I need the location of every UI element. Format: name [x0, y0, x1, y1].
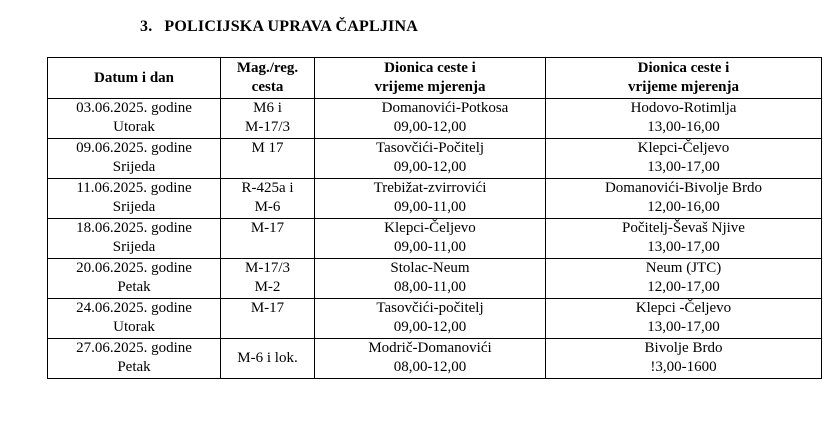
table-row: [48, 339, 822, 379]
table-row: [48, 179, 822, 219]
cell-section-1: Modrič-Domanovići 08,00-12,00: [315, 339, 546, 379]
section-title: POLICIJSKA UPRAVA ČAPLJINA: [164, 18, 418, 35]
cell-date: 11.06.2025. godine Srijeda: [48, 179, 221, 219]
header-section-2: Dionica ceste i vrijeme mjerenja: [546, 58, 822, 99]
cell-date: 18.06.2025. godine Srijeda: [48, 219, 221, 259]
table-row: [48, 259, 822, 299]
cell-date: 27.06.2025. godine Petak: [48, 339, 221, 379]
cell-date: 20.06.2025. godine Petak: [48, 259, 221, 299]
cell-section-2: Klepci -Čeljevo 13,00-17,00: [546, 299, 822, 339]
cell-road: M-17: [221, 299, 315, 339]
table-row: [48, 139, 822, 179]
cell-section-1: Tasovčići-Počitelj 09,00-12,00: [315, 139, 546, 179]
cell-date: 24.06.2025. godine Utorak: [48, 299, 221, 339]
cell-section-1: Stolac-Neum 08,00-11,00: [315, 259, 546, 299]
cell-road: M6 i M-17/3: [221, 99, 315, 139]
header-road: Mag./reg. cesta: [221, 58, 315, 99]
header-section-1: Dionica ceste i vrijeme mjerenja: [315, 58, 546, 99]
section-heading: [140, 18, 418, 36]
cell-section-2: Klepci-Čeljevo 13,00-17,00: [546, 139, 822, 179]
cell-section-2: Počitelj-Ševaš Njive 13,00-17,00: [546, 219, 822, 259]
table-row: [48, 219, 822, 259]
cell-road: M-17: [221, 219, 315, 259]
table-header-row: [48, 58, 822, 99]
section-number: 3.: [140, 18, 153, 35]
cell-date: 09.06.2025. godine Srijeda: [48, 139, 221, 179]
cell-road: M-6 i lok.: [221, 339, 315, 379]
cell-section-1: Klepci-Čeljevo 09,00-11,00: [315, 219, 546, 259]
header-date: Datum i dan: [48, 58, 221, 99]
table-row: [48, 99, 822, 139]
cell-date: 03.06.2025. godine Utorak: [48, 99, 221, 139]
cell-road: R-425a i M-6: [221, 179, 315, 219]
cell-section-2: Neum (JTC) 12,00-17,00: [546, 259, 822, 299]
table-row: [48, 299, 822, 339]
cell-section-2: Domanovići-Bivolje Brdo 12,00-16,00: [546, 179, 822, 219]
cell-section-1: Trebižat-zvirrovići 09,00-11,00: [315, 179, 546, 219]
cell-section-2: Hodovo-Rotimlja 13,00-16,00: [546, 99, 822, 139]
cell-section-2: Bivolje Brdo !3,00-1600: [546, 339, 822, 379]
measurement-schedule-table: [47, 57, 822, 379]
cell-road: M-17/3 M-2: [221, 259, 315, 299]
cell-road: M 17: [221, 139, 315, 179]
cell-section-1: Tasovčići-počitelj 09,00-12,00: [315, 299, 546, 339]
cell-section-1: Domanovići-Potkosa 09,00-12,00: [315, 99, 546, 139]
